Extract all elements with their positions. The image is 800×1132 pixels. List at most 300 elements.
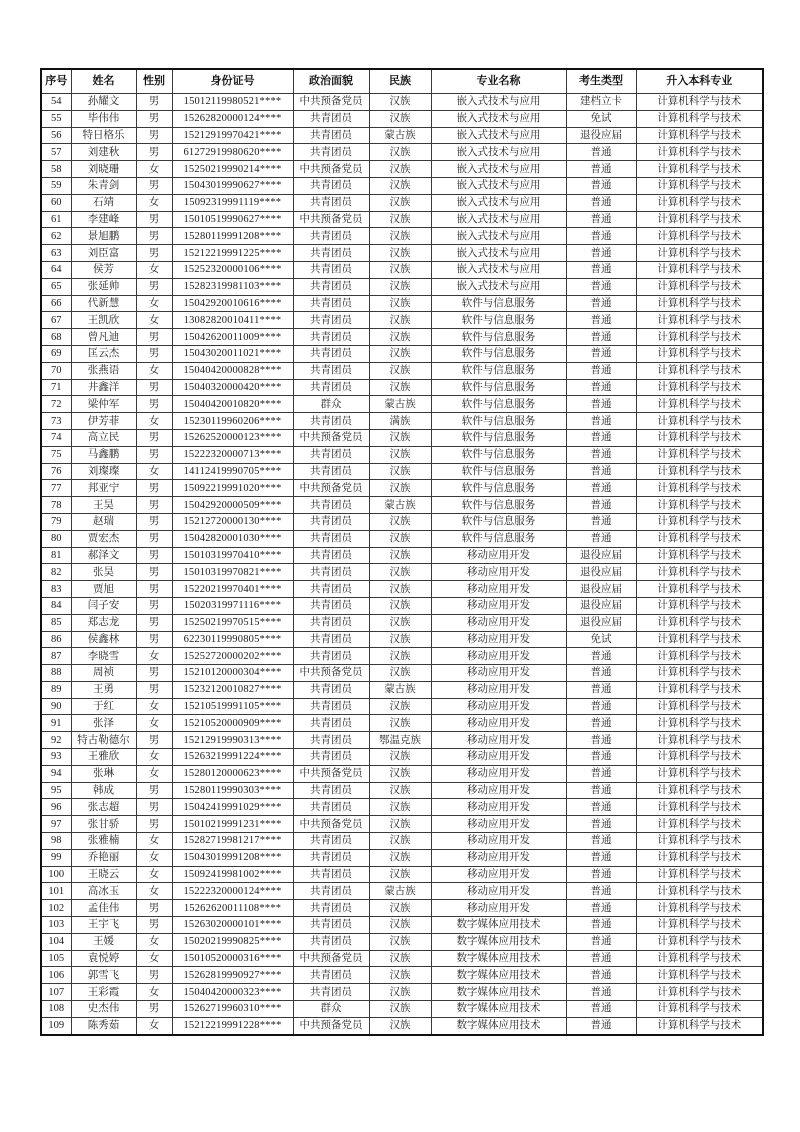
cell-index: 56 [41, 127, 71, 144]
cell-index: 65 [41, 278, 71, 295]
cell-political-status: 共青团员 [293, 597, 369, 614]
table-row [41, 295, 763, 312]
cell-ethnicity: 汉族 [369, 362, 431, 379]
table-body [41, 94, 763, 1035]
cell-candidate-type: 普通 [566, 194, 636, 211]
cell-index: 79 [41, 513, 71, 530]
cell-target-major: 计算机科学与技术 [636, 429, 763, 446]
table-row [41, 177, 763, 194]
cell-index: 75 [41, 446, 71, 463]
cell-name: 乔艳丽 [71, 849, 136, 866]
column-header: 专业名称 [431, 69, 566, 94]
cell-index: 84 [41, 597, 71, 614]
cell-target-major: 计算机科学与技术 [636, 295, 763, 312]
cell-target-major: 计算机科学与技术 [636, 681, 763, 698]
cell-target-major: 计算机科学与技术 [636, 497, 763, 514]
cell-index: 93 [41, 749, 71, 766]
cell-candidate-type: 普通 [566, 396, 636, 413]
cell-major: 数字媒体应用技术 [431, 917, 566, 934]
cell-gender: 女 [136, 413, 172, 430]
cell-political-status: 中共预备党员 [293, 665, 369, 682]
table-row [41, 631, 763, 648]
cell-id-number: 15042920000509**** [172, 497, 293, 514]
cell-target-major: 计算机科学与技术 [636, 345, 763, 362]
cell-major: 移动应用开发 [431, 564, 566, 581]
cell-major: 软件与信息服务 [431, 329, 566, 346]
cell-id-number: 15210519991105**** [172, 698, 293, 715]
cell-ethnicity: 汉族 [369, 194, 431, 211]
cell-candidate-type: 退役应届 [566, 597, 636, 614]
table-row [41, 967, 763, 984]
cell-target-major: 计算机科学与技术 [636, 211, 763, 228]
cell-target-major: 计算机科学与技术 [636, 715, 763, 732]
cell-candidate-type: 普通 [566, 362, 636, 379]
cell-political-status: 共青团员 [293, 749, 369, 766]
cell-political-status: 共青团员 [293, 883, 369, 900]
cell-candidate-type: 普通 [566, 681, 636, 698]
cell-ethnicity: 汉族 [369, 144, 431, 161]
cell-index: 66 [41, 295, 71, 312]
cell-political-status: 共青团员 [293, 194, 369, 211]
cell-gender: 女 [136, 295, 172, 312]
cell-candidate-type: 普通 [566, 278, 636, 295]
cell-target-major: 计算机科学与技术 [636, 799, 763, 816]
cell-political-status: 共青团员 [293, 463, 369, 480]
table-row [41, 94, 763, 111]
cell-candidate-type: 普通 [566, 816, 636, 833]
cell-candidate-type: 普通 [566, 833, 636, 850]
cell-major: 移动应用开发 [431, 833, 566, 850]
table-row [41, 883, 763, 900]
table-row [41, 681, 763, 698]
cell-name: 景旭鹏 [71, 228, 136, 245]
cell-ethnicity: 满族 [369, 413, 431, 430]
cell-political-status: 共青团员 [293, 345, 369, 362]
cell-index: 106 [41, 967, 71, 984]
cell-target-major: 计算机科学与技术 [636, 1017, 763, 1034]
cell-major: 移动应用开发 [431, 715, 566, 732]
cell-index: 71 [41, 379, 71, 396]
cell-candidate-type: 退役应届 [566, 127, 636, 144]
table-row [41, 228, 763, 245]
table-row [41, 715, 763, 732]
column-header: 身份证号 [172, 69, 293, 94]
cell-political-status: 共青团员 [293, 513, 369, 530]
cell-id-number: 15043019990627**** [172, 177, 293, 194]
cell-target-major: 计算机科学与技术 [636, 362, 763, 379]
cell-id-number: 15263219991224**** [172, 749, 293, 766]
cell-major: 软件与信息服务 [431, 362, 566, 379]
table-row [41, 564, 763, 581]
cell-ethnicity: 蒙古族 [369, 681, 431, 698]
cell-ethnicity: 汉族 [369, 597, 431, 614]
cell-name: 张甘骄 [71, 816, 136, 833]
cell-ethnicity: 汉族 [369, 715, 431, 732]
cell-target-major: 计算机科学与技术 [636, 329, 763, 346]
table-row [41, 547, 763, 564]
cell-gender: 男 [136, 665, 172, 682]
cell-candidate-type: 普通 [566, 665, 636, 682]
cell-index: 108 [41, 1001, 71, 1018]
cell-id-number: 15040320000420**** [172, 379, 293, 396]
cell-name: 孟佳伟 [71, 900, 136, 917]
cell-major: 软件与信息服务 [431, 379, 566, 396]
cell-target-major: 计算机科学与技术 [636, 413, 763, 430]
cell-major: 移动应用开发 [431, 681, 566, 698]
cell-name: 郝泽文 [71, 547, 136, 564]
cell-name: 井鑫洋 [71, 379, 136, 396]
cell-candidate-type: 普通 [566, 648, 636, 665]
table-row [41, 698, 763, 715]
cell-ethnicity: 汉族 [369, 833, 431, 850]
cell-target-major: 计算机科学与技术 [636, 866, 763, 883]
cell-ethnicity: 汉族 [369, 849, 431, 866]
cell-candidate-type: 普通 [566, 497, 636, 514]
cell-index: 83 [41, 581, 71, 598]
cell-id-number: 15010319970821**** [172, 564, 293, 581]
cell-major: 移动应用开发 [431, 900, 566, 917]
cell-index: 68 [41, 329, 71, 346]
cell-gender: 男 [136, 497, 172, 514]
cell-political-status: 共青团员 [293, 362, 369, 379]
cell-major: 软件与信息服务 [431, 396, 566, 413]
cell-political-status: 中共预备党员 [293, 765, 369, 782]
cell-index: 59 [41, 177, 71, 194]
table-row [41, 312, 763, 329]
cell-gender: 男 [136, 816, 172, 833]
cell-target-major: 计算机科学与技术 [636, 698, 763, 715]
cell-gender: 男 [136, 581, 172, 598]
cell-political-status: 共青团员 [293, 849, 369, 866]
cell-ethnicity: 鄂温克族 [369, 732, 431, 749]
table-row [41, 278, 763, 295]
cell-gender: 女 [136, 883, 172, 900]
cell-name: 梁仲军 [71, 396, 136, 413]
cell-index: 74 [41, 429, 71, 446]
cell-target-major: 计算机科学与技术 [636, 261, 763, 278]
cell-ethnicity: 蒙古族 [369, 497, 431, 514]
cell-index: 90 [41, 698, 71, 715]
cell-ethnicity: 汉族 [369, 513, 431, 530]
cell-political-status: 群众 [293, 396, 369, 413]
cell-name: 石靖 [71, 194, 136, 211]
cell-target-major: 计算机科学与技术 [636, 614, 763, 631]
cell-gender: 女 [136, 749, 172, 766]
cell-political-status: 共青团员 [293, 564, 369, 581]
cell-ethnicity: 汉族 [369, 950, 431, 967]
cell-target-major: 计算机科学与技术 [636, 1001, 763, 1018]
cell-ethnicity: 汉族 [369, 967, 431, 984]
cell-political-status: 共青团员 [293, 782, 369, 799]
cell-name: 刘建秋 [71, 144, 136, 161]
cell-name: 李晓雪 [71, 648, 136, 665]
cell-ethnicity: 蒙古族 [369, 396, 431, 413]
cell-major: 数字媒体应用技术 [431, 950, 566, 967]
table-row [41, 245, 763, 262]
cell-id-number: 15262820000124**** [172, 110, 293, 127]
table-row [41, 194, 763, 211]
table-row [41, 480, 763, 497]
cell-ethnicity: 汉族 [369, 648, 431, 665]
cell-candidate-type: 普通 [566, 480, 636, 497]
cell-index: 54 [41, 94, 71, 111]
cell-gender: 女 [136, 849, 172, 866]
cell-candidate-type: 普通 [566, 211, 636, 228]
cell-id-number: 15212919970421**** [172, 127, 293, 144]
cell-ethnicity: 汉族 [369, 177, 431, 194]
cell-id-number: 15282319981103**** [172, 278, 293, 295]
cell-candidate-type: 普通 [566, 161, 636, 178]
cell-political-status: 共青团员 [293, 732, 369, 749]
cell-political-status: 共青团员 [293, 581, 369, 598]
cell-political-status: 中共预备党员 [293, 950, 369, 967]
cell-index: 100 [41, 866, 71, 883]
cell-index: 57 [41, 144, 71, 161]
cell-id-number: 15212919990313**** [172, 732, 293, 749]
cell-target-major: 计算机科学与技术 [636, 648, 763, 665]
cell-ethnicity: 汉族 [369, 816, 431, 833]
cell-gender: 女 [136, 194, 172, 211]
cell-political-status: 共青团员 [293, 833, 369, 850]
cell-index: 85 [41, 614, 71, 631]
cell-gender: 男 [136, 631, 172, 648]
cell-id-number: 15010319970410**** [172, 547, 293, 564]
cell-major: 嵌入式技术与应用 [431, 261, 566, 278]
cell-major: 嵌入式技术与应用 [431, 110, 566, 127]
cell-political-status: 中共预备党员 [293, 94, 369, 111]
cell-gender: 男 [136, 379, 172, 396]
cell-gender: 女 [136, 984, 172, 1001]
cell-target-major: 计算机科学与技术 [636, 446, 763, 463]
cell-id-number: 15212219991225**** [172, 245, 293, 262]
cell-major: 软件与信息服务 [431, 497, 566, 514]
cell-political-status: 中共预备党员 [293, 161, 369, 178]
cell-ethnicity: 汉族 [369, 345, 431, 362]
cell-candidate-type: 普通 [566, 782, 636, 799]
cell-ethnicity: 蒙古族 [369, 127, 431, 144]
cell-major: 数字媒体应用技术 [431, 1001, 566, 1018]
cell-name: 朱青剑 [71, 177, 136, 194]
cell-major: 嵌入式技术与应用 [431, 144, 566, 161]
cell-gender: 女 [136, 933, 172, 950]
cell-name: 张琳 [71, 765, 136, 782]
cell-candidate-type: 普通 [566, 917, 636, 934]
cell-candidate-type: 普通 [566, 429, 636, 446]
cell-name: 王勇 [71, 681, 136, 698]
cell-candidate-type: 普通 [566, 329, 636, 346]
cell-ethnicity: 汉族 [369, 917, 431, 934]
cell-gender: 女 [136, 866, 172, 883]
cell-name: 王媛 [71, 933, 136, 950]
cell-major: 嵌入式技术与应用 [431, 194, 566, 211]
cell-political-status: 共青团员 [293, 967, 369, 984]
cell-political-status: 共青团员 [293, 261, 369, 278]
cell-target-major: 计算机科学与技术 [636, 765, 763, 782]
cell-target-major: 计算机科学与技术 [636, 883, 763, 900]
table-row [41, 1017, 763, 1034]
cell-target-major: 计算机科学与技术 [636, 984, 763, 1001]
cell-gender: 男 [136, 429, 172, 446]
cell-candidate-type: 普通 [566, 413, 636, 430]
cell-ethnicity: 汉族 [369, 1001, 431, 1018]
cell-gender: 男 [136, 967, 172, 984]
cell-id-number: 15280119990303**** [172, 782, 293, 799]
cell-major: 移动应用开发 [431, 547, 566, 564]
cell-index: 70 [41, 362, 71, 379]
cell-ethnicity: 汉族 [369, 295, 431, 312]
cell-candidate-type: 普通 [566, 513, 636, 530]
table-row [41, 429, 763, 446]
cell-index: 104 [41, 933, 71, 950]
cell-ethnicity: 汉族 [369, 933, 431, 950]
cell-index: 105 [41, 950, 71, 967]
cell-ethnicity: 汉族 [369, 379, 431, 396]
cell-gender: 女 [136, 648, 172, 665]
table-row [41, 900, 763, 917]
cell-major: 移动应用开发 [431, 765, 566, 782]
cell-target-major: 计算机科学与技术 [636, 144, 763, 161]
table-row [41, 362, 763, 379]
cell-id-number: 15043019991208**** [172, 849, 293, 866]
cell-id-number: 15252720000202**** [172, 648, 293, 665]
cell-name: 于红 [71, 698, 136, 715]
cell-candidate-type: 退役应届 [566, 581, 636, 598]
cell-gender: 男 [136, 530, 172, 547]
cell-index: 91 [41, 715, 71, 732]
cell-target-major: 计算机科学与技术 [636, 782, 763, 799]
cell-index: 61 [41, 211, 71, 228]
cell-ethnicity: 汉族 [369, 446, 431, 463]
cell-major: 软件与信息服务 [431, 429, 566, 446]
cell-id-number: 15210520000909**** [172, 715, 293, 732]
cell-gender: 男 [136, 278, 172, 295]
cell-ethnicity: 汉族 [369, 1017, 431, 1034]
cell-id-number: 15040420000828**** [172, 362, 293, 379]
header-row [41, 69, 763, 94]
cell-id-number: 15250219990214**** [172, 161, 293, 178]
cell-political-status: 共青团员 [293, 278, 369, 295]
cell-major: 软件与信息服务 [431, 295, 566, 312]
cell-id-number: 15262719960310**** [172, 1001, 293, 1018]
cell-target-major: 计算机科学与技术 [636, 849, 763, 866]
cell-name: 赵瑞 [71, 513, 136, 530]
cell-political-status: 共青团员 [293, 295, 369, 312]
cell-gender: 女 [136, 1017, 172, 1034]
cell-major: 移动应用开发 [431, 698, 566, 715]
cell-index: 76 [41, 463, 71, 480]
cell-major: 移动应用开发 [431, 665, 566, 682]
table-row [41, 917, 763, 934]
cell-major: 移动应用开发 [431, 749, 566, 766]
cell-name: 韩成 [71, 782, 136, 799]
cell-major: 软件与信息服务 [431, 530, 566, 547]
cell-major: 软件与信息服务 [431, 345, 566, 362]
cell-index: 99 [41, 849, 71, 866]
cell-target-major: 计算机科学与技术 [636, 950, 763, 967]
cell-index: 109 [41, 1017, 71, 1034]
cell-index: 101 [41, 883, 71, 900]
table-row [41, 782, 763, 799]
cell-major: 移动应用开发 [431, 581, 566, 598]
cell-index: 92 [41, 732, 71, 749]
cell-political-status: 中共预备党员 [293, 429, 369, 446]
table-row [41, 530, 763, 547]
cell-gender: 男 [136, 799, 172, 816]
cell-major: 移动应用开发 [431, 782, 566, 799]
cell-ethnicity: 汉族 [369, 631, 431, 648]
cell-ethnicity: 汉族 [369, 782, 431, 799]
cell-name: 曾凡迪 [71, 329, 136, 346]
cell-major: 嵌入式技术与应用 [431, 245, 566, 262]
cell-id-number: 15210120000304**** [172, 665, 293, 682]
cell-political-status: 群众 [293, 1001, 369, 1018]
cell-political-status: 共青团员 [293, 312, 369, 329]
cell-target-major: 计算机科学与技术 [636, 597, 763, 614]
cell-name: 袁悦婷 [71, 950, 136, 967]
table-row [41, 345, 763, 362]
cell-name: 王凯欣 [71, 312, 136, 329]
cell-candidate-type: 普通 [566, 228, 636, 245]
cell-id-number: 15042820001030**** [172, 530, 293, 547]
cell-political-status: 共青团员 [293, 698, 369, 715]
table-row [41, 597, 763, 614]
cell-ethnicity: 汉族 [369, 278, 431, 295]
cell-id-number: 15212219991228**** [172, 1017, 293, 1034]
cell-ethnicity: 汉族 [369, 547, 431, 564]
cell-political-status: 中共预备党员 [293, 816, 369, 833]
cell-id-number: 15042419991029**** [172, 799, 293, 816]
table-row [41, 396, 763, 413]
cell-major: 软件与信息服务 [431, 513, 566, 530]
cell-index: 69 [41, 345, 71, 362]
cell-candidate-type: 退役应届 [566, 564, 636, 581]
cell-ethnicity: 汉族 [369, 984, 431, 1001]
cell-major: 数字媒体应用技术 [431, 933, 566, 950]
cell-name: 刘晓珊 [71, 161, 136, 178]
cell-ethnicity: 汉族 [369, 749, 431, 766]
cell-index: 78 [41, 497, 71, 514]
cell-target-major: 计算机科学与技术 [636, 967, 763, 984]
cell-candidate-type: 普通 [566, 799, 636, 816]
table-row [41, 1001, 763, 1018]
cell-name: 郭雪飞 [71, 967, 136, 984]
cell-gender: 男 [136, 547, 172, 564]
table-row [41, 833, 763, 850]
table-row [41, 463, 763, 480]
cell-political-status: 共青团员 [293, 144, 369, 161]
cell-political-status: 共青团员 [293, 446, 369, 463]
cell-gender: 男 [136, 597, 172, 614]
cell-candidate-type: 普通 [566, 1017, 636, 1034]
cell-major: 嵌入式技术与应用 [431, 228, 566, 245]
cell-target-major: 计算机科学与技术 [636, 665, 763, 682]
cell-index: 102 [41, 900, 71, 917]
cell-ethnicity: 汉族 [369, 698, 431, 715]
table-row [41, 950, 763, 967]
cell-target-major: 计算机科学与技术 [636, 732, 763, 749]
cell-political-status: 中共预备党员 [293, 1017, 369, 1034]
cell-id-number: 15010520000316**** [172, 950, 293, 967]
cell-ethnicity: 汉族 [369, 480, 431, 497]
table-row [41, 144, 763, 161]
table-row [41, 816, 763, 833]
cell-ethnicity: 汉族 [369, 463, 431, 480]
column-header: 序号 [41, 69, 71, 94]
cell-gender: 男 [136, 329, 172, 346]
cell-gender: 女 [136, 362, 172, 379]
cell-candidate-type: 普通 [566, 967, 636, 984]
cell-name: 刘璨璨 [71, 463, 136, 480]
